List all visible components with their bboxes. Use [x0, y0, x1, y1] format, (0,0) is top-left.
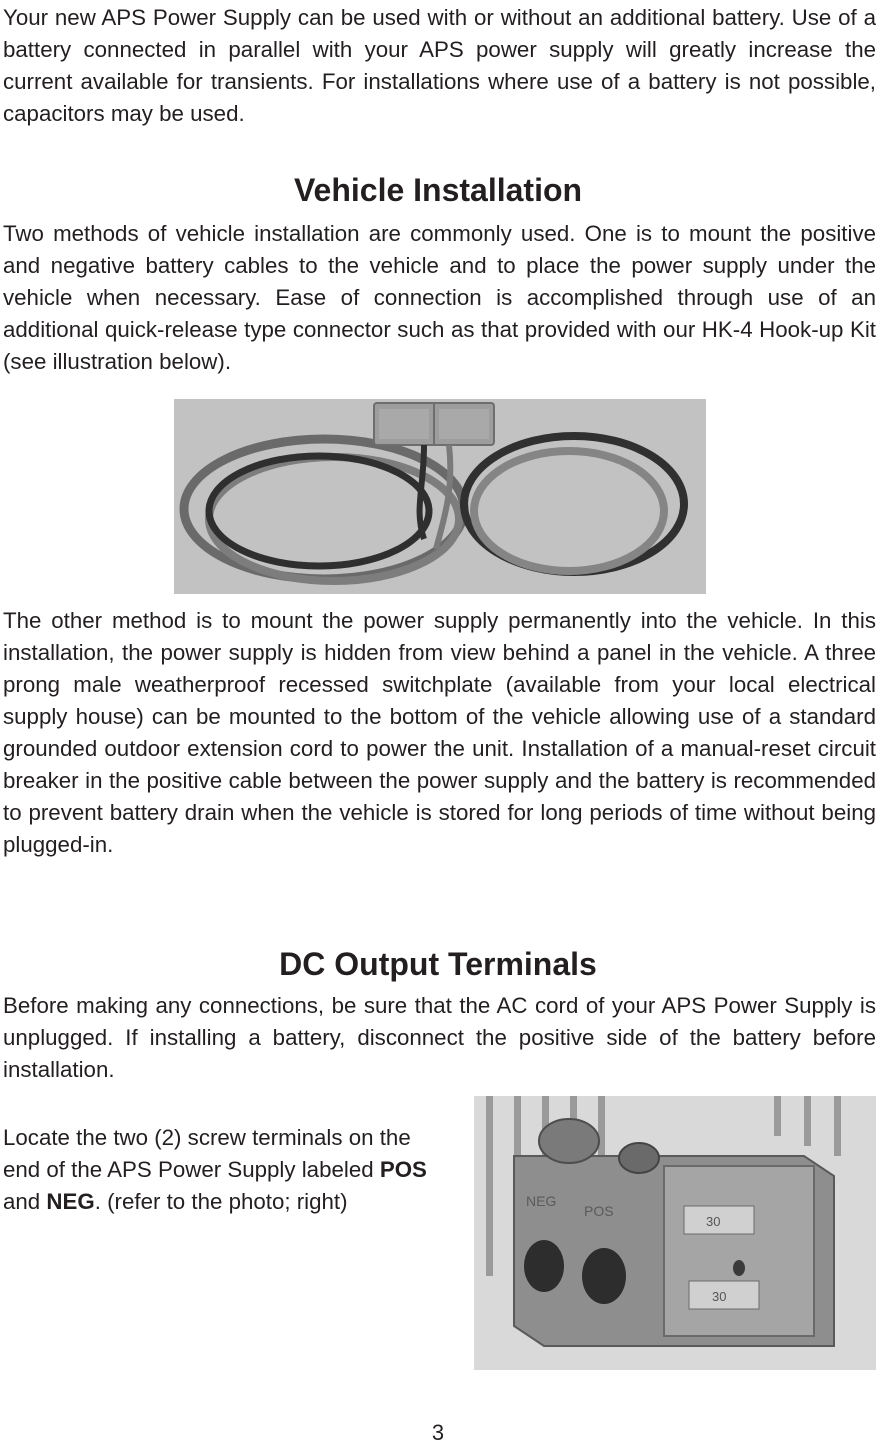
terminals-photo	[474, 1096, 876, 1370]
intro-paragraph: Your new APS Power Supply can be used with or without an additional battery. Use of a battery connected in parallel with your APS power supply will greatly increase the current available for transients. For installations where use of a battery is not possible, capacitors may be used.	[3, 5, 876, 126]
dc-output-paragraph-1: Before making any connections, be sure that the AC cord of your APS Power Supply is unplugged. If installing a battery, disconnect the positive side of the battery before installation.	[3, 993, 876, 1082]
hookup-kit-illustration	[174, 399, 706, 594]
fuse-bottom-text: 30	[712, 1289, 727, 1304]
vehicle-installation-paragraph-1: Two methods of vehicle installation are commonly used. One is to mount the positive and negative battery cables to the vehicle and to place the power supply under the vehicle when necessary. Ease of connection is accomplished through use of an additional quick-release type connector such as that provided with our HK-4 Hook-up Kit (see illustration below).	[3, 221, 876, 374]
dc-output-paragraph-2: Locate the two (2) screw terminals on the end of the APS Power Supply labeled POS and NEG. (refer to the photo; right)	[3, 1125, 427, 1214]
dc-output-terminals-heading: DC Output Terminals	[279, 946, 597, 982]
terminals-illustration	[474, 1096, 876, 1370]
pos-label: POS	[379, 1157, 427, 1182]
fuse-top-text: 30	[706, 1214, 721, 1229]
hookup-kit-photo	[174, 399, 706, 594]
terminal-neg-text: NEG	[526, 1193, 557, 1209]
terminal-pos-text: POS	[584, 1203, 614, 1219]
vehicle-installation-heading: Vehicle Installation	[293, 172, 583, 208]
page-number: 3	[431, 1420, 445, 1445]
vehicle-installation-paragraph-2: The other method is to mount the power supply permanently into the vehicle. In this installation, the power supply is hidden from view behind a panel in the vehicle. A three prong male weatherproof recessed switchplate (available from your local electrical supply house) can be mounted to the bottom of the vehicle allowing use of a standard grounded outdoor extension cord to power the unit. Installation of a manual-reset circuit breaker in the positive cable between the power supply and the battery is recommended to prevent battery drain when the vehicle is stored for long periods of time without being plugged-in.	[3, 608, 876, 857]
neg-label: NEG	[46, 1189, 95, 1214]
